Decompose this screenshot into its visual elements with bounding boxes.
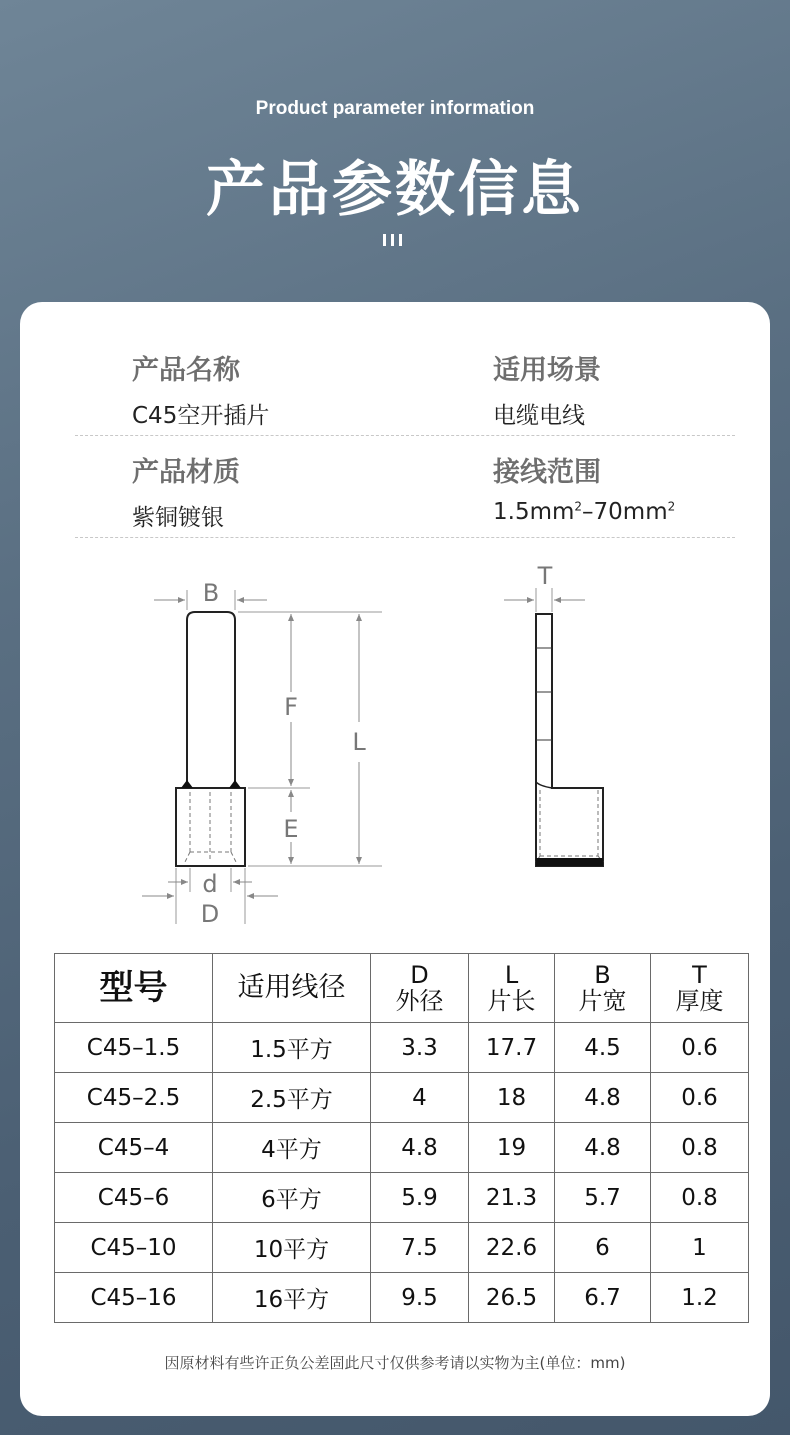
header-T-text: 厚度 — [675, 987, 724, 1015]
dim-label-L: L — [352, 728, 366, 756]
product-name-label: 产品名称 — [132, 355, 240, 386]
material-value: 紫铜镀银 — [132, 505, 224, 531]
table-cell: C45–2.5 — [55, 1073, 213, 1123]
table-cell: 4.8 — [555, 1123, 651, 1173]
range-min: 1.5mm — [493, 499, 575, 525]
header-L — [469, 954, 555, 1023]
spec-table — [54, 953, 749, 1323]
table-cell: 5.7 — [555, 1173, 651, 1223]
header-T — [651, 954, 749, 1023]
table-cell: 0.8 — [651, 1173, 749, 1223]
table-cell: C45–6 — [55, 1173, 213, 1223]
dimension-diagram — [20, 302, 770, 942]
parameter-card — [20, 302, 770, 1416]
table-cell: 18 — [469, 1073, 555, 1123]
footnote: 因原材料有些许正负公差固此尺寸仅供参考请以实物为主(单位：mm) — [164, 1354, 626, 1372]
dimension-labels — [201, 562, 553, 928]
table-cell: 6 — [555, 1223, 651, 1273]
table-cell: 19 — [469, 1123, 555, 1173]
table-cell: 16平方 — [213, 1273, 371, 1323]
header-D — [371, 954, 469, 1023]
table-cell: 9.5 — [371, 1273, 469, 1323]
header-B-symbol: B — [594, 961, 611, 989]
table-cell: 4 — [371, 1073, 469, 1123]
table-row — [55, 1023, 749, 1073]
table-row — [55, 1173, 749, 1223]
table-cell: 0.8 — [651, 1123, 749, 1173]
table-row — [55, 1273, 749, 1323]
table-cell: 7.5 — [371, 1223, 469, 1273]
range-max-sup: 2 — [667, 499, 676, 514]
table-cell: 4.8 — [371, 1123, 469, 1173]
side-extension-lines — [536, 588, 552, 612]
table-cell: 4.8 — [555, 1073, 651, 1123]
table-cell: 1.5平方 — [213, 1023, 371, 1073]
header-B — [555, 954, 651, 1023]
range-min-sup: 2 — [574, 499, 583, 514]
page-title: 产品参数信息 — [206, 155, 584, 225]
table-cell: 6平方 — [213, 1173, 371, 1223]
dim-label-D: D — [200, 900, 220, 928]
side-hidden-lines — [536, 790, 603, 862]
dimension-arrows — [142, 600, 359, 896]
table-row — [55, 1073, 749, 1123]
table-cell: 22.6 — [469, 1223, 555, 1273]
table-header-row — [55, 954, 749, 1023]
side-base — [536, 858, 603, 866]
table-cell: 4平方 — [213, 1123, 371, 1173]
table-cell: C45–4 — [55, 1123, 213, 1173]
dim-label-d: d — [202, 870, 218, 898]
crimp-notches — [181, 780, 241, 788]
dim-label-B: B — [202, 579, 220, 607]
header-model-text: 型号 — [99, 968, 168, 1008]
table-cell: 26.5 — [469, 1273, 555, 1323]
header-B-text: 片宽 — [578, 987, 627, 1015]
header-D-text: 外径 — [395, 987, 444, 1015]
range-sep: – — [582, 499, 594, 525]
table-cell: C45–10 — [55, 1223, 213, 1273]
table-cell: 3.3 — [371, 1023, 469, 1073]
table-cell: C45–16 — [55, 1273, 213, 1323]
header-wire-text: 适用线径 — [237, 972, 346, 1003]
table-cell: 0.6 — [651, 1023, 749, 1073]
table-cell: 6.7 — [555, 1273, 651, 1323]
table-cell: 21.3 — [469, 1173, 555, 1223]
dim-label-F: F — [284, 693, 298, 721]
table-cell: 4.5 — [555, 1023, 651, 1073]
table-cell: 2.5平方 — [213, 1073, 371, 1123]
table-cell: C45–1.5 — [55, 1023, 213, 1073]
header-model — [55, 954, 213, 1023]
header-L-text: 片长 — [487, 987, 536, 1015]
product-name-value: C45空开插片 — [132, 403, 270, 429]
scene-value: 电缆电线 — [493, 403, 585, 429]
side-view-segments — [536, 648, 552, 740]
range-label: 接线范围 — [493, 457, 601, 488]
table-cell: 5.9 — [371, 1173, 469, 1223]
table-cell: 1.2 — [651, 1273, 749, 1323]
table-cell: 1 — [651, 1223, 749, 1273]
header-T-symbol: T — [692, 961, 707, 989]
range-max: 70mm — [593, 499, 668, 525]
table-cell: 17.7 — [469, 1023, 555, 1073]
table-cell: 0.6 — [651, 1073, 749, 1123]
material-label: 产品材质 — [132, 457, 240, 488]
dim-label-T: T — [537, 562, 553, 590]
header-D-symbol: D — [410, 961, 429, 989]
decor-bars-icon — [383, 234, 407, 246]
header — [0, 0, 790, 300]
table-row — [55, 1123, 749, 1173]
header-L-symbol: L — [504, 961, 519, 989]
dim-label-E: E — [283, 815, 299, 843]
header-wire — [213, 954, 371, 1023]
scene-label: 适用场景 — [493, 355, 601, 386]
subtitle-en: Product parameter information — [255, 98, 535, 119]
table-row — [55, 1223, 749, 1273]
table-cell: 10平方 — [213, 1223, 371, 1273]
